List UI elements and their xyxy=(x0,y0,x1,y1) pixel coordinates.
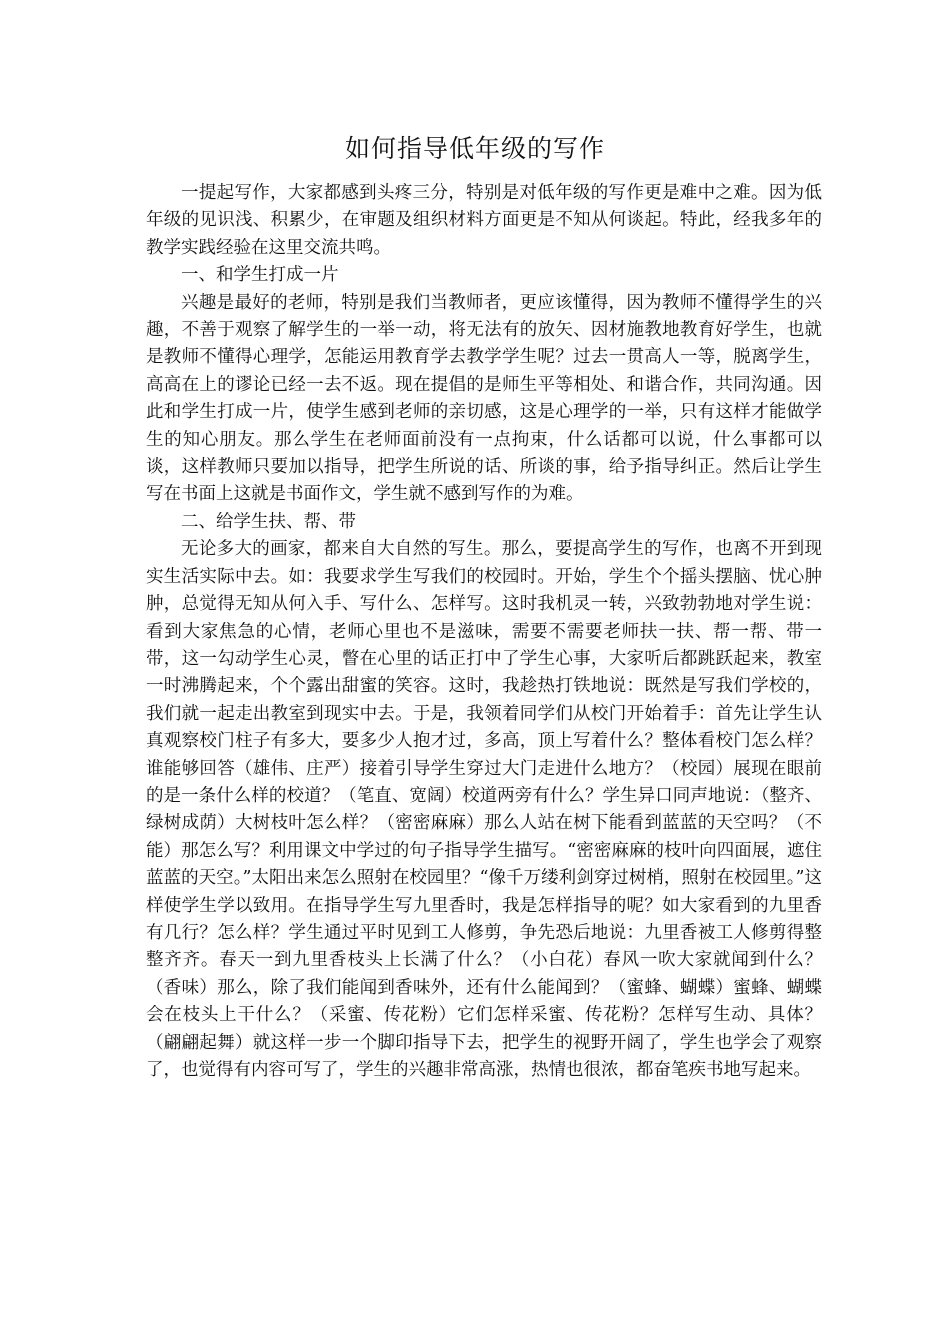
section-2-paragraph: 无论多大的画家，都来自大自然的写生。那么，要提高学生的写作，也离不开到现实生活实际中去。如：我要求学生写我们的校园时。开始，学生个个摇头摆脑、忧心肿肿，总觉得无知从何入手、写什么、怎样写。这时我机灵一转，兴致勃勃地对学生说：看到大家焦急的心情，老师心里也不是滋味，需要不需要老师扶一扶、帮一帮、带一带，这一勾动学生心灵，瞥在心里的话正打中了学生心事，大家听后都跳跃起来，教室一时沸腾起来，个个露出甜蜜的笑容。这时，我趁热打铁地说：既然是写我们学校的，我们就一起走出教室到现实中去。于是，我领着同学们从校门开始着手：首先让学生认真观察校门柱子有多大，要多少人抱才过，多高，顶上写着什么？整体看校门怎么样？谁能够回答（雄伟、庄严）接着引导学生穿过大门走进什么地方？（校园）展现在眼前的是一条什么样的校道？（笔直、宽阔）校道两旁有什么？学生异口同声地说：（整齐、绿树成荫）大树枝叶怎么样？（密密麻麻）那么人站在树下能看到蓝蓝的天空吗？（不能）那怎么写？利用课文中学过的句子指导学生描写。“密密麻麻的枝叶向四面展，遮住蓝蓝的天空。”太阳出来怎么照射在校园里？“像千万缕利剑穿过树梢，照射在校园里。”这样使学生学以致用。在指导学生写九里香时，我是怎样指导的呢？如大家看到的九里香有几行？怎么样？学生通过平时见到工人修剪，争先恐后地说：九里香被工人修剪得整整齐齐。春天一到九里香枝头上长满了什么？（小白花）春风一吹大家就闻到什么？（香味）那么，除了我们能闻到香味外，还有什么能闻到？（蜜蜂、蝴蝶）蜜蜂、蝴蝶会在枝头上干什么？（采蜜、传花粉）它们怎样采蜜、传花粉？怎样写生动、具体？（翩翩起舞）就这样一步一个脚印指导下去，把学生的视野开阔了，学生也学会了观察了，也觉得有内容可写了，学生的兴趣非常高涨，热情也很浓，都奋笔疾书地写起来。 xyxy=(146,539,822,1080)
section-heading-2: 二、给学生扶、帮、带 xyxy=(181,511,356,532)
document-body xyxy=(146,180,822,1084)
intro-paragraph: 一提起写作，大家都感到头疼三分，特别是对低年级的写作更是难中之难。因为低年级的见识浅、积累少，在审题及组织材料方面更是不知从何谈起。特此，经我多年的教学实践经验在这里交流共鸣。 xyxy=(146,183,822,258)
section-heading-1: 一、和学生打成一片 xyxy=(181,265,339,286)
document-title: 如何指导低年级的写作 xyxy=(344,134,605,163)
section-1-paragraph: 兴趣是最好的老师，特别是我们当教师者，更应该懂得，因为教师不懂得学生的兴趣，不善于观察了解学生的一举一动，将无法有的放矢、因材施教地教育好学生，也就是教师不懂得心理学，怎能运用教育学去教学学生呢？过去一贯高人一等，脱离学生，高高在上的谬论已经一去不返。现在提倡的是师生平等相处、和谐合作，共同沟通。因此和学生打成一片，使学生感到老师的亲切感，这是心理学的一举，只有这样才能做学生的知心朋友。那么学生在老师面前没有一点拘束，什么话都可以说，什么事都可以谈，这样教师只要加以指导，把学生所说的话、所谈的事，给予指导纠正。然后让学生写在书面上这就是书面作文，学生就不感到写作的为难。 xyxy=(146,292,822,505)
